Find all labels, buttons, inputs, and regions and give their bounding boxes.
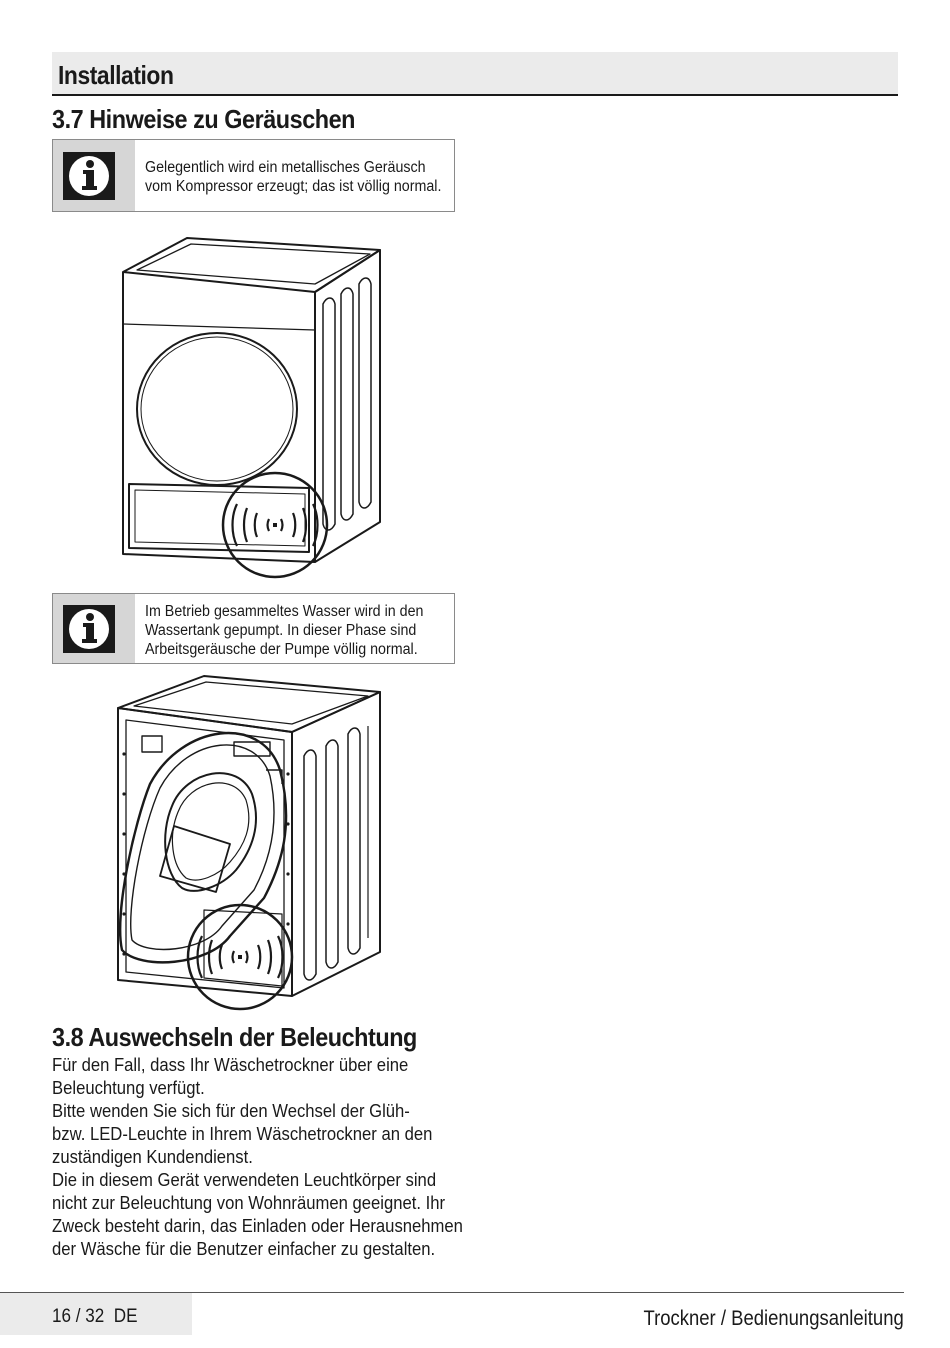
body-text-lighting: Für den Fall, dass Ihr Wäschetrockner über eine Beleuchtung verfügt. Bitte wenden Sie sich für den Wechsel der Glüh- bzw. LED-Leuchte in Ihrem Wäschetrockner an den zuständigen Kundendienst. Die in diesem Gerät verwendeten Leuchtkörper sind nicht zur Beleuchtung von Wohnräumen geeignet. Ihr Zweck besteht darin, das Einladen oder Herausnehmen der Wäsche für die Benutzer einfacher zu gestalten. [52, 1054, 463, 1259]
notice-compressor-noise [52, 139, 455, 212]
heading-3-7: 3.7 Hinweise zu Geräuschen [52, 104, 356, 134]
notice-text: Im Betrieb gesammeltes Wasser wird in den Wassertank gepumpt. In dieser Phase sind Arbeitsgeräusche der Pumpe völlig normal. [145, 603, 424, 658]
notice-pump-noise [52, 593, 455, 664]
heading-3-8: 3.8 Auswechseln der Beleuchtung [52, 1022, 417, 1052]
footer-document-title: Trockner / Bedienungsanleitung [643, 1307, 904, 1330]
dryer-internal-illustration [112, 674, 384, 1024]
footer-page-info [52, 1306, 138, 1328]
info-icon [63, 605, 115, 653]
dryer-front-illustration [115, 232, 385, 582]
language-code: DE [113, 1306, 138, 1327]
section-header [52, 52, 898, 96]
page-number: 16 / 32 [52, 1306, 105, 1327]
section-title: Installation [58, 60, 174, 90]
info-icon [63, 152, 115, 200]
notice-text: Gelegentlich wird ein metallisches Geräusch vom Kompressor erzeugt; das ist völlig normal. [145, 159, 442, 195]
